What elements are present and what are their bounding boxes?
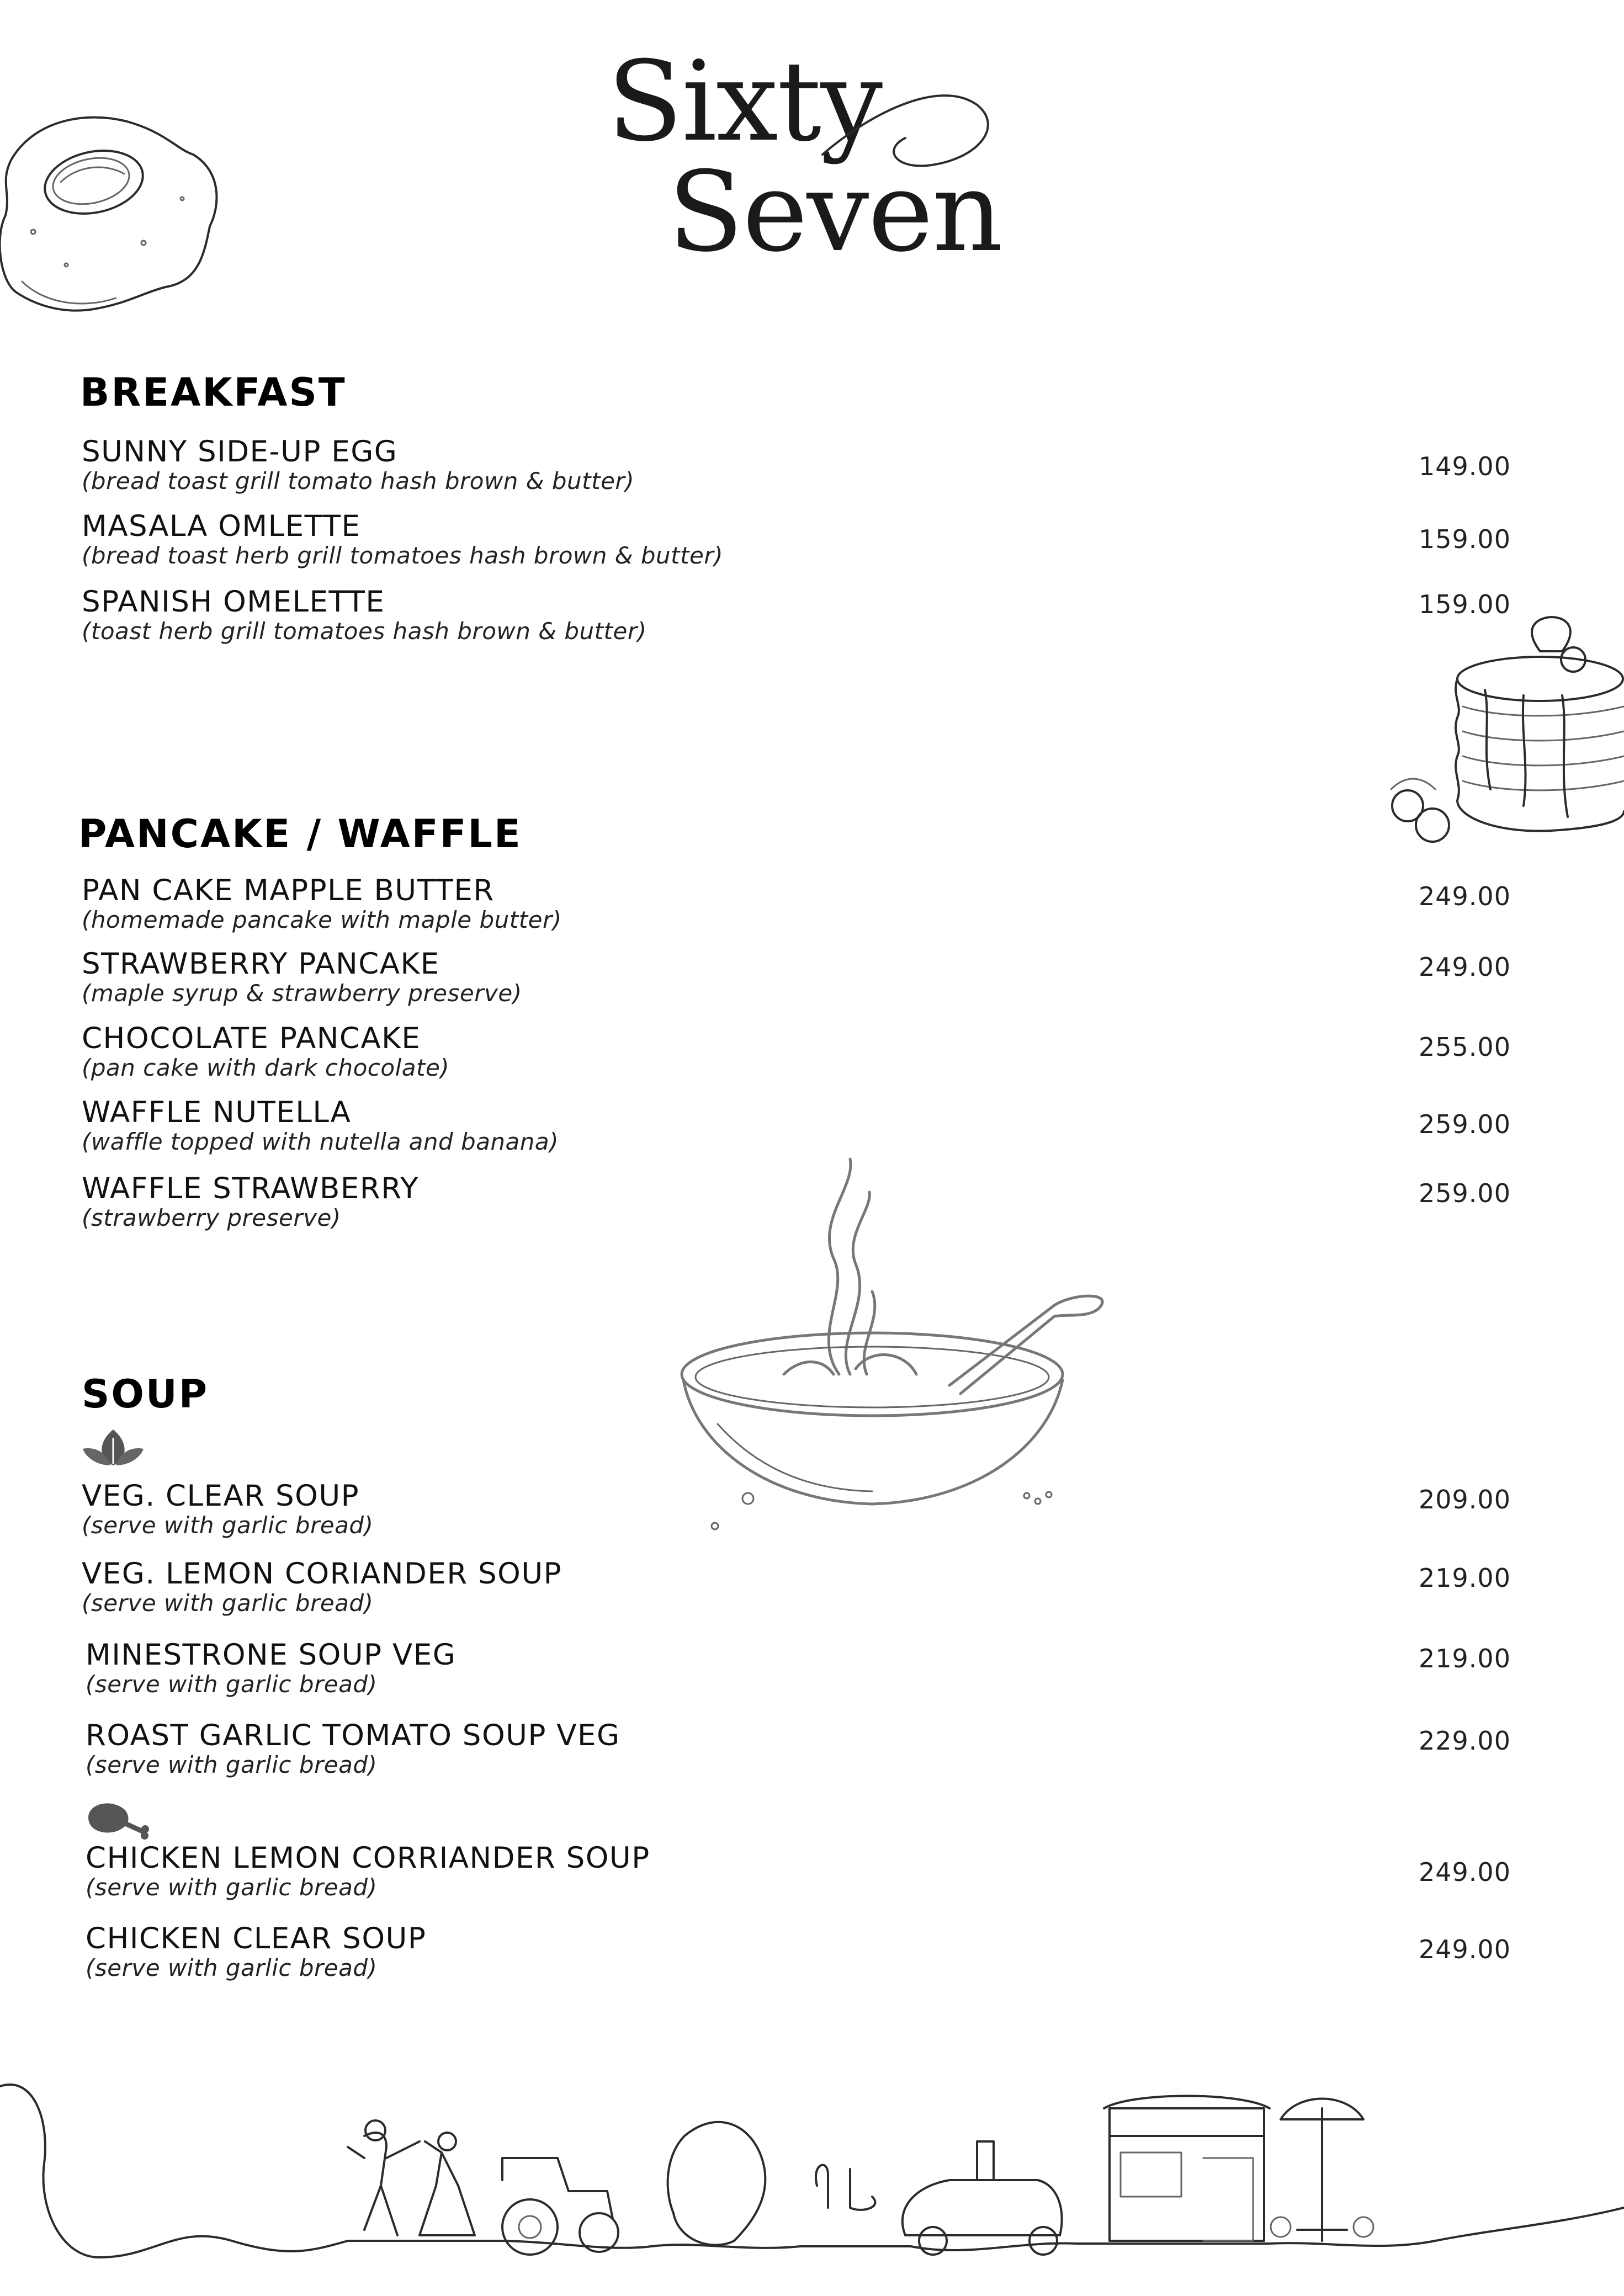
- menu-item-chicken-lemon-corriander-soup: [86, 1842, 650, 1901]
- item-name: CHICKEN LEMON CORRIANDER SOUP: [86, 1841, 650, 1875]
- menu-item-waffle-nutella: [82, 1097, 559, 1155]
- leaf-icon: [83, 1427, 144, 1468]
- menu-item-roast-garlic-tomato-soup-veg: [86, 1720, 620, 1778]
- item-name: PAN CAKE MAPPLE BUTTER: [82, 874, 495, 907]
- item-description: (serve with garlic bread): [86, 1954, 378, 1981]
- item-name: ROAST GARLIC TOMATO SOUP VEG: [86, 1719, 620, 1752]
- item-price: 249.00: [1419, 881, 1511, 911]
- item-description: (serve with garlic bread): [86, 1671, 378, 1698]
- item-price: 159.00: [1419, 524, 1511, 554]
- section-title-soup: SOUP: [82, 1372, 209, 1417]
- menu-item-minestrone-soup-veg: [86, 1639, 456, 1698]
- menu-item-spanish-omelette: [82, 586, 647, 645]
- chicken-leg-icon: [83, 1798, 155, 1840]
- item-price: 209.00: [1419, 1485, 1511, 1514]
- item-description: (bread toast herb grill tomatoes hash brown & butter): [82, 542, 724, 569]
- item-price: 219.00: [1419, 1563, 1511, 1593]
- item-name: MINESTRONE SOUP VEG: [86, 1638, 457, 1672]
- item-description: (maple syrup & strawberry preserve): [82, 980, 522, 1007]
- item-name: VEG. LEMON CORIANDER SOUP: [82, 1557, 562, 1591]
- menu-item-pan-cake-mapple-butter: [82, 875, 562, 933]
- menu-item-sunny-side-up-egg: [82, 436, 634, 495]
- item-price: 249.00: [1419, 1857, 1511, 1887]
- item-description: (strawberry preserve): [82, 1204, 341, 1231]
- brand-logo-line1: Sixty: [607, 38, 882, 166]
- menu-item-chicken-clear-soup: [86, 1923, 426, 1981]
- menu-item-veg-lemon-coriander-soup: [82, 1558, 562, 1617]
- item-price: 149.00: [1419, 451, 1511, 481]
- item-description: (toast herb grill tomatoes hash brown & butter): [82, 618, 647, 645]
- city-line-art: [0, 2075, 1624, 2296]
- item-name: VEG. CLEAR SOUP: [82, 1479, 360, 1513]
- item-name: SUNNY SIDE-UP EGG: [82, 435, 398, 469]
- item-price: 259.00: [1419, 1109, 1511, 1139]
- item-name: SPANISH OMELETTE: [82, 585, 385, 619]
- item-description: (serve with garlic bread): [86, 1751, 378, 1778]
- item-name: CHOCOLATE PANCAKE: [82, 1022, 421, 1055]
- menu-item-masala-omlette: [82, 511, 723, 569]
- item-name: CHICKEN CLEAR SOUP: [86, 1922, 427, 1955]
- brand-logo-line2: Seven: [668, 148, 1002, 277]
- item-name: WAFFLE NUTELLA: [82, 1096, 352, 1129]
- item-description: (serve with garlic bread): [86, 1874, 378, 1901]
- item-name: STRAWBERRY PANCAKE: [82, 947, 440, 981]
- item-description: (homemade pancake with maple butter): [82, 906, 562, 933]
- item-price: 249.00: [1419, 952, 1511, 982]
- section-title-pancake-waffle: PANCAKE / WAFFLE: [78, 811, 522, 857]
- soup-bowl-icon: [673, 1115, 1115, 1545]
- item-price: 219.00: [1419, 1644, 1511, 1673]
- menu-item-chocolate-pancake: [82, 1023, 449, 1081]
- section-title-breakfast: BREAKFAST: [80, 370, 347, 415]
- item-price: 249.00: [1419, 1934, 1511, 1964]
- item-price: 159.00: [1419, 589, 1511, 619]
- pancake-stack-icon: [1386, 607, 1624, 855]
- logo-swash: [817, 83, 1005, 248]
- item-name: WAFFLE STRAWBERRY: [82, 1172, 420, 1205]
- item-name: MASALA OMLETTE: [82, 509, 361, 543]
- item-price: 259.00: [1419, 1178, 1511, 1208]
- item-description: (pan cake with dark chocolate): [82, 1054, 450, 1081]
- menu-item-waffle-strawberry: [82, 1173, 419, 1231]
- menu-item-veg-clear-soup: [82, 1480, 373, 1539]
- item-description: (bread toast grill tomato hash brown & butter): [82, 467, 635, 495]
- menu-item-strawberry-pancake: [82, 948, 522, 1007]
- fried-egg-icon: [0, 99, 232, 331]
- item-price: 229.00: [1419, 1726, 1511, 1756]
- item-description: (serve with garlic bread): [82, 1590, 374, 1617]
- item-description: (waffle topped with nutella and banana): [82, 1128, 559, 1155]
- item-description: (serve with garlic bread): [82, 1512, 374, 1539]
- item-price: 255.00: [1419, 1032, 1511, 1062]
